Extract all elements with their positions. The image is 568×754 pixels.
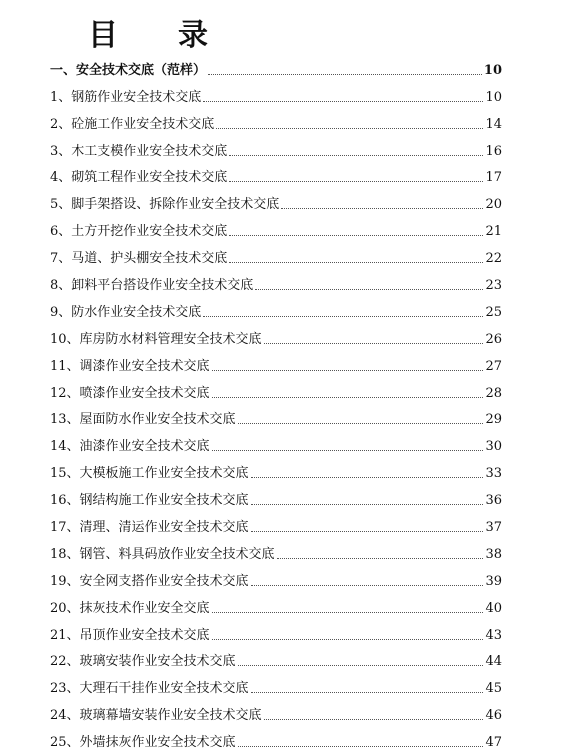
dot-leader: [277, 558, 484, 559]
toc-entry: [50, 670, 502, 697]
dot-leader: [212, 612, 484, 613]
toc-entry-label: 17、清理、清运作业安全技术交底: [50, 520, 249, 536]
toc-entry: [50, 509, 502, 536]
toc-entry-page-number: 20: [485, 197, 502, 213]
toc-entry-page-number: 38: [485, 546, 502, 562]
toc-entry-page-number: 26: [485, 331, 502, 347]
title-char-2: 录: [178, 18, 208, 53]
toc-entry-page-number: 43: [485, 627, 502, 643]
toc-entry-page-number: 22: [485, 251, 502, 267]
table-of-contents: [50, 52, 502, 751]
toc-entry-page-number: 29: [485, 412, 502, 428]
toc-entry-label: 1、钢筋作业安全技术交底: [50, 89, 202, 105]
toc-entry-page-number: 44: [485, 654, 502, 670]
toc-entry: [50, 724, 502, 751]
toc-entry-page-number: 10: [483, 62, 502, 78]
toc-entry-label: 2、砼施工作业安全技术交底: [50, 116, 215, 132]
dot-leader: [208, 74, 482, 75]
toc-entry-page-number: 46: [485, 708, 502, 724]
toc-entry: [50, 402, 502, 429]
toc-section-entry: [50, 52, 502, 79]
dot-leader: [255, 289, 483, 290]
toc-entry-label: 14、油漆作业安全技术交底: [50, 439, 210, 455]
dot-leader: [212, 639, 484, 640]
toc-entry: [50, 375, 502, 402]
toc-entry-label: 21、吊顶作业安全技术交底: [50, 627, 210, 643]
toc-entry-label: 25、外墙抹灰作业安全技术交底: [50, 735, 236, 751]
toc-entry-page-number: 37: [485, 520, 502, 536]
toc-entry-label: 7、马道、护头棚安全技术交底: [50, 251, 228, 267]
toc-entry-page-number: 25: [485, 304, 502, 320]
toc-entry-page-number: 47: [485, 735, 502, 751]
toc-entry-page-number: 30: [485, 439, 502, 455]
toc-entry: [50, 160, 502, 187]
dot-leader: [281, 208, 483, 209]
toc-entry: [50, 536, 502, 563]
toc-entry-label: 4、砌筑工程作业安全技术交底: [50, 170, 228, 186]
dot-leader: [238, 746, 484, 747]
toc-entry-page-number: 39: [485, 573, 502, 589]
toc-entry: [50, 482, 502, 509]
toc-entry-label: 一、安全技术交底（范样）: [50, 62, 207, 78]
toc-entry: [50, 428, 502, 455]
toc-entry-page-number: 21: [485, 224, 502, 240]
dot-leader: [203, 101, 483, 102]
toc-entry-page-number: 28: [485, 385, 502, 401]
dot-leader: [229, 262, 483, 263]
page-title: [88, 14, 208, 53]
toc-entry-label: 16、钢结构施工作业安全技术交底: [50, 493, 249, 509]
dot-leader: [251, 504, 484, 505]
dot-leader: [264, 719, 484, 720]
dot-leader: [229, 155, 483, 156]
toc-entry: [50, 697, 502, 724]
toc-entry-label: 8、卸料平台搭设作业安全技术交底: [50, 278, 254, 294]
dot-leader: [229, 181, 483, 182]
toc-entry: [50, 348, 502, 375]
toc-entry-page-number: 27: [485, 358, 502, 374]
toc-entry-page-number: 33: [485, 466, 502, 482]
toc-entry-label: 11、调漆作业安全技术交底: [50, 358, 210, 374]
toc-entry-label: 24、玻璃幕墙安装作业安全技术交底: [50, 708, 262, 724]
dot-leader: [238, 665, 484, 666]
toc-entry-label: 13、屋面防水作业安全技术交底: [50, 412, 236, 428]
toc-entry: [50, 186, 502, 213]
toc-entry-page-number: 23: [485, 278, 502, 294]
toc-entry: [50, 644, 502, 671]
toc-entry: [50, 321, 502, 348]
toc-entry: [50, 267, 502, 294]
toc-entry-label: 9、防水作业安全技术交底: [50, 304, 202, 320]
toc-entry-label: 23、大理石干挂作业安全技术交底: [50, 681, 249, 697]
toc-entry-page-number: 40: [485, 600, 502, 616]
toc-entry: [50, 294, 502, 321]
toc-entry-label: 20、抹灰技术作业安全交底: [50, 600, 210, 616]
toc-entry: [50, 617, 502, 644]
dot-leader: [251, 477, 484, 478]
toc-entry-label: 15、大模板施工作业安全技术交底: [50, 466, 249, 482]
dot-leader: [251, 692, 484, 693]
toc-entry-label: 10、库房防水材料管理安全技术交底: [50, 331, 262, 347]
toc-entry-label: 3、木工支模作业安全技术交底: [50, 143, 228, 159]
toc-entry-label: 19、安全网支搭作业安全技术交底: [50, 573, 249, 589]
dot-leader: [203, 316, 483, 317]
toc-entry-page-number: 36: [485, 493, 502, 509]
toc-entry: [50, 240, 502, 267]
toc-entry-label: 18、钢管、料具码放作业安全技术交底: [50, 546, 275, 562]
toc-entry: [50, 213, 502, 240]
toc-entry-label: 5、脚手架搭设、拆除作业安全技术交底: [50, 197, 280, 213]
dot-leader: [264, 343, 484, 344]
toc-entry: [50, 79, 502, 106]
toc-entry-label: 22、玻璃安装作业安全技术交底: [50, 654, 236, 670]
toc-entry-label: 12、喷漆作业安全技术交底: [50, 385, 210, 401]
title-char-1: 目: [88, 18, 118, 53]
dot-leader: [212, 370, 484, 371]
dot-leader: [216, 128, 483, 129]
toc-entry: [50, 590, 502, 617]
dot-leader: [251, 531, 484, 532]
toc-entry-page-number: 17: [485, 170, 502, 186]
dot-leader: [238, 423, 484, 424]
toc-entry: [50, 455, 502, 482]
toc-entry: [50, 106, 502, 133]
dot-leader: [229, 235, 483, 236]
toc-entry-page-number: 10: [485, 89, 502, 105]
toc-entry: [50, 133, 502, 160]
dot-leader: [212, 397, 484, 398]
toc-entry-label: 6、土方开挖作业安全技术交底: [50, 224, 228, 240]
toc-entry-page-number: 16: [485, 143, 502, 159]
toc-entry-page-number: 14: [485, 116, 502, 132]
toc-entry: [50, 563, 502, 590]
dot-leader: [251, 585, 484, 586]
toc-entry-page-number: 45: [485, 681, 502, 697]
dot-leader: [212, 450, 484, 451]
